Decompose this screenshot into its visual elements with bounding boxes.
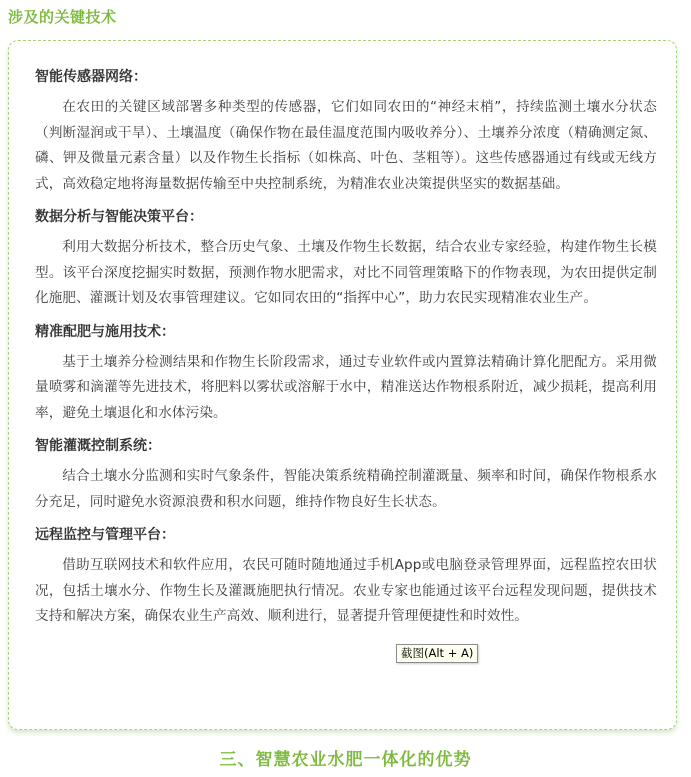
topic-body-smart-irrigation: 结合土壤水分监测和实时气象条件，智能决策系统精确控制灌溉量、频率和时间，确保作物根系水分充足，同时避免水资源浪费和积水问题，维持作物良好生长状态。 bbox=[35, 468, 657, 510]
topic-body-remote-monitoring: 借助互联网技术和软件应用，农民可随时随地通过手机App或电脑登录管理界面，远程监控农田状况，包括土壤水分、作物生长及灌溉施肥执行情况。农业专家也能通过该平台远程发现问题，提供技术支持和解决方案，确保农业生产高效、顺利进行，显著提升管理便捷性和时效性。 bbox=[35, 557, 657, 624]
topic-title-sensor-network: 智能传感器网络： bbox=[35, 69, 147, 85]
topic-title-precision-fertilization: 精准配肥与施用技术： bbox=[35, 323, 175, 340]
screenshot-tooltip: 截图(Alt + A) bbox=[396, 644, 478, 663]
bottom-section-heading: 三、智慧农业水肥一体化的优势 bbox=[219, 750, 472, 770]
content-inner bbox=[35, 66, 657, 639]
topic-title-data-analysis: 数据分析与智能决策平台： bbox=[35, 209, 203, 225]
topic-body-precision-fertilization: 基于土壤养分检测结果和作物生长阶段需求，通过专业软件或内置算法精确计算化肥配方。采用微量喷雾和滴灌等先进技术，将肥料以雾状或溶解于水中，精准送达作物根系附近，减少损耗，提高利用率，避免土壤退化和水体污染。 bbox=[35, 353, 657, 421]
section-heading: 涉及的关键技术 bbox=[8, 8, 117, 26]
topic-title-remote-monitoring: 远程监控与管理平台： bbox=[35, 527, 175, 543]
topic-body-data-analysis: 利用大数据分析技术，整合历史气象、土壤及作物生长数据，结合农业专家经验，构建作物生长模型。该平台深度挖掘实时数据，预测作物水肥需求，对比不同管理策略下的作物表现，为农田提供定制化施肥、灌溉计划及农事管理建议。它如同农田的“指挥中心”，助力农民实现精准农业生产。 bbox=[35, 239, 657, 306]
topic-title-smart-irrigation: 智能灌溉控制系统： bbox=[35, 438, 161, 454]
topic-body-sensor-network: 在农田的关键区域部署多种类型的传感器，它们如同农田的“神经末梢”，持续监测土壤水分状态（判断湿润或干旱）、土壤温度（确保作物在最佳温度范围内吸收养分）、土壤养分浓度（精确测定氮、磷、钾及微量元素含量）以及作物生长指标（如株高、叶色、茎粗等）。这些传感器通过有线或无线方式，高效稳定地将海量数据传输至中央控制系统，为精准农业决策提供坚实的数据基础。 bbox=[35, 99, 657, 192]
content-box bbox=[8, 40, 677, 730]
